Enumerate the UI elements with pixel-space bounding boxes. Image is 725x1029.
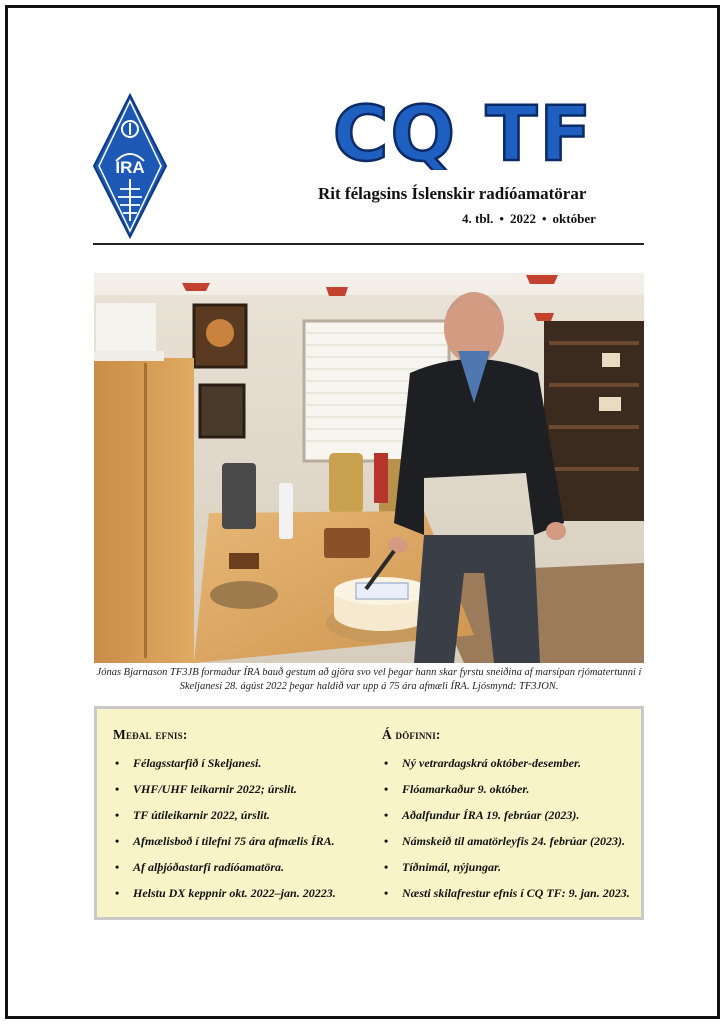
list-item-text: VHF/UHF leikarnir 2022; úrslit. [133,782,297,796]
logo-text: ÍRA [115,158,145,177]
list-item [111,802,366,828]
list-item [111,750,366,776]
contents-box [94,706,644,920]
list-item [380,802,642,828]
issue-separator: • [499,211,504,226]
bullet-icon: • [115,808,120,822]
bullet-icon: • [384,808,389,822]
list-item [380,854,642,880]
cover-photo [94,273,644,663]
cover-page [5,5,720,1019]
issue-separator: • [541,211,547,226]
issue-line [462,211,596,227]
header-divider [93,243,644,245]
issue-number: 4. tbl. [462,211,494,226]
bullet-icon: • [384,886,389,900]
contents-left-list [111,750,366,906]
bullet-icon: • [115,860,120,874]
ira-logo [92,93,168,239]
list-item-text: Næsti skilafrestur efnis í CQ TF: 9. jan. 2023. [402,886,630,900]
masthead-subtitle: Rit félagsins Íslenskir radíóamatörar [318,184,587,203]
contents-left-column [111,727,366,906]
list-item [380,776,642,802]
list-item [380,880,642,906]
photo-caption: Jónas Bjarnason TF3JB formaður ÍRA bauð gestum að gjöra svo vel þegar hann skar fyrstu sneiðina af marsípan rjómatertunni í Skeljanesi 28. ágúst 2022 þegar haldið var upp á 75 ára afmæli ÍRA. Ljósmynd: TF3JON. [96,667,642,692]
bullet-icon: • [384,860,389,874]
list-item [380,828,642,854]
list-item-text: TF útileikarnir 2022, úrslit. [133,808,270,822]
list-item [111,880,366,906]
list-item-text: Aðalfundur ÍRA 19. febrúar (2023). [402,808,580,822]
issue-year: 2022 [509,211,536,226]
bullet-icon: • [384,834,389,848]
contents-right-list [380,750,642,906]
list-item-text: Ný vetrardagskrá október-desember. [402,756,581,770]
list-item [111,828,366,854]
bullet-icon: • [115,834,120,848]
list-item [111,854,366,880]
list-item [111,776,366,802]
bullet-icon: • [384,782,389,796]
list-item-text: Helstu DX keppnir okt. 2022–jan. 20223. [133,886,336,900]
masthead-title [308,92,618,170]
bullet-icon: • [115,886,120,900]
list-item-text: Af alþjóðastarfi radíóamatöra. [133,860,285,874]
bullet-icon: • [115,756,120,770]
contents-right-column [380,727,642,906]
contents-left-heading: Meðal efnis: [113,727,188,742]
list-item-text: Afmælisboð í tilefni 75 ára afmælis ÍRA. [133,834,335,848]
bullet-icon: • [115,782,120,796]
list-item-text: Námskeið til amatörleyfis 24. febrúar (2023). [402,834,625,848]
issue-month: október [552,211,596,226]
masthead-title-text: CQ TF [332,92,594,170]
bullet-icon: • [384,756,389,770]
contents-right-heading: Á döfinni: [382,727,441,742]
list-item-text: Félagsstarfið í Skeljanesi. [133,756,262,770]
list-item [380,750,642,776]
list-item-text: Flóamarkaður 9. október. [402,782,530,796]
list-item-text: Tíðnimál, nýjungar. [402,860,502,874]
